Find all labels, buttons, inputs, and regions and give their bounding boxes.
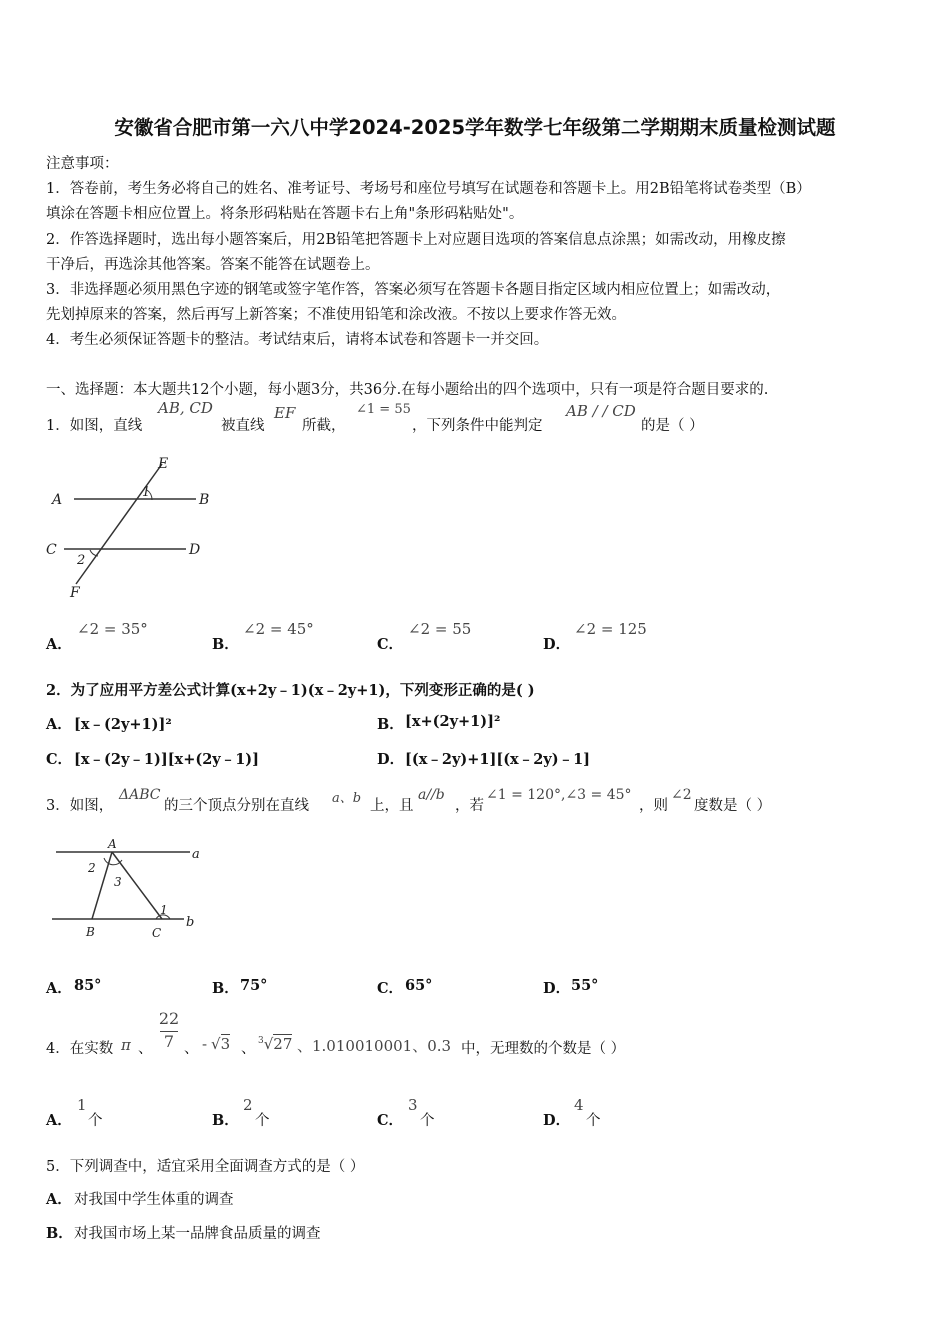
q1-figure <box>44 452 219 602</box>
q3-text: 3．如图， <box>46 798 114 814</box>
q3-text: ，则 <box>639 798 668 814</box>
label-b: B <box>199 492 210 508</box>
sqrt-sign: √ <box>211 1035 221 1053</box>
q5-option-value: 对我国中学生体重的调查 <box>74 1192 234 1208</box>
q5-option-value: 对我国市场上某一品牌食品质量的调查 <box>74 1226 321 1242</box>
q5-stem: 5．下列调查中，适宜采用全面调查方式的是（ ） <box>46 1159 365 1175</box>
q4-fraction-num: 22 <box>158 1009 180 1028</box>
q1-text: 所截， <box>302 418 346 434</box>
q4-other-numbers: 、1.010010001、0.3 <box>297 1037 452 1055</box>
q3-math-angle2: ∠2 <box>671 787 692 803</box>
q5-option-label: B． <box>46 1225 73 1242</box>
notes-line: 2．作答选择题时，选出每小题答案后，用2B铅笔把答题卡上对应题目选项的答案信息点涂黑；如需改动，用橡皮擦 <box>46 232 786 248</box>
sqrt-sign: √ <box>263 1035 274 1053</box>
section-heading: 一、选择题：本大题共12个小题，每小题3分，共36分.在每小题给出的四个选项中，只有一项是符合题目要求的. <box>46 382 769 398</box>
q4-neg: - <box>202 1035 208 1053</box>
q4-option-value: 4 <box>574 1096 584 1114</box>
q3-math-angles: ∠1 = 120°,∠3 = 45° <box>486 787 632 803</box>
q4-option-unit: 个 <box>420 1113 435 1129</box>
q1-option-value: ∠2 = 55 <box>408 620 472 638</box>
q2-option-value: [x+(2y+1)]² <box>405 713 501 730</box>
q3-option-value: 55° <box>571 977 599 994</box>
q2-option-label: B． <box>377 716 404 733</box>
q4-fraction <box>156 1010 182 1052</box>
label-angle-2: 2 <box>77 553 86 568</box>
q2-stem: 2．为了应用平方差公式计算(x+2y﹣1)(x﹣2y+1)，下列变形正确的是( ) <box>46 682 535 699</box>
q1-option-value: ∠2 = 45° <box>243 620 314 638</box>
q4-cbrt-index: 3 <box>258 1036 264 1046</box>
q2-option-value: [x﹣(2y﹣1)][x+(2y﹣1)] <box>74 751 260 768</box>
q3-option-label: C． <box>377 980 404 997</box>
q3-math-lines: a、b <box>332 791 362 806</box>
q1-math-ab-parallel-cd: AB / / CD <box>566 402 636 420</box>
q3-math-parallel: a//b <box>418 787 445 803</box>
q4-sqrt3-radicand: 3 <box>220 1035 231 1053</box>
q3-math-triangle: ΔABC <box>119 787 161 803</box>
q4-option-label: C． <box>377 1112 404 1129</box>
q3-figure <box>44 834 204 944</box>
label-angle-2: 2 <box>88 861 96 875</box>
q2-option-label: D． <box>377 751 405 768</box>
q4-option-value: 3 <box>408 1096 418 1114</box>
notes-line: 3．非选择题必须用黑色字迹的钢笔或签字笔作答，答案必须写在答题卡各题目指定区域内相应位置上；如需改动， <box>46 282 781 298</box>
q1-option-label: D． <box>543 636 571 653</box>
label-f: F <box>70 585 80 601</box>
q4-fraction-den: 7 <box>163 1032 175 1051</box>
q3-option-value: 85° <box>74 977 102 994</box>
notes-line: 先划掉原来的答案，然后再写上新答案；不准使用铅笔和涂改液。不按以上要求作答无效。 <box>46 307 626 323</box>
q4-text: 中，无理数的个数是（ ） <box>461 1041 626 1057</box>
q4-cbrt-radicand: 27 <box>273 1035 293 1053</box>
label-d: D <box>189 542 201 558</box>
label-c-vertex: C <box>152 926 162 940</box>
q3-option-value: 75° <box>240 977 268 994</box>
notes-heading: 注意事项： <box>46 156 119 172</box>
q1-option-label: C． <box>377 636 404 653</box>
q5-option-label: A． <box>46 1191 72 1208</box>
q1-text: 的是（ ） <box>641 418 704 434</box>
q3-option-value: 65° <box>405 977 433 994</box>
label-line-b: b <box>186 915 195 930</box>
label-angle-1: 1 <box>142 485 151 500</box>
q3-text: 上，且 <box>370 798 414 814</box>
q4-option-value: 2 <box>243 1096 253 1114</box>
q1-text: 被直线 <box>221 418 265 434</box>
label-a-vertex: A <box>108 837 117 851</box>
q2-option-label: A． <box>46 716 72 733</box>
q3-text: 的三个顶点分别在直线 <box>164 798 309 814</box>
label-e: E <box>158 456 169 472</box>
q4-option-value: 1 <box>77 1096 87 1114</box>
q4-math-pi: π <box>121 1036 131 1054</box>
q3-option-label: D． <box>543 980 571 997</box>
q1-math-ab-cd: AB, CD <box>158 399 213 417</box>
q3-option-label: A． <box>46 980 72 997</box>
q1-option-value: ∠2 = 35° <box>77 620 148 638</box>
q1-option-label: A． <box>46 636 72 653</box>
q4-option-label: D． <box>543 1112 571 1129</box>
q4-sep: 、 <box>241 1041 256 1057</box>
q1-text: ，下列条件中能判定 <box>412 418 543 434</box>
q2-option-value: [(x﹣2y)+1][(x﹣2y)﹣1] <box>405 751 591 768</box>
notes-line: 干净后，再选涂其他答案。答案不能答在试题卷上。 <box>46 257 380 273</box>
q4-option-label: A． <box>46 1112 72 1129</box>
q4-option-unit: 个 <box>88 1113 103 1129</box>
q3-text: 度数是（ ） <box>694 798 772 814</box>
label-a: A <box>52 492 63 508</box>
q4-option-label: B． <box>212 1112 239 1129</box>
q4-sep: 、 <box>184 1041 199 1057</box>
q2-option-value: [x﹣(2y+1)]² <box>74 716 172 733</box>
q4-option-unit: 个 <box>586 1113 601 1129</box>
q1-text: 1．如图，直线 <box>46 418 143 434</box>
q3-text: ，若 <box>455 798 484 814</box>
label-line-a: a <box>192 847 200 862</box>
q4-sqrt3 <box>211 1035 230 1053</box>
label-b-vertex: B <box>86 925 95 939</box>
q1-math-ef: EF <box>274 404 296 422</box>
q1-math-angle1: ∠1 = 55 <box>356 402 411 417</box>
q4-cbrt27 <box>258 1035 292 1053</box>
notes-line: 填涂在答题卡相应位置上。将条形码粘贴在答题卡右上角"条形码粘贴处"。 <box>46 206 524 222</box>
q4-option-unit: 个 <box>255 1113 270 1129</box>
line-ef <box>76 464 162 584</box>
q1-option-label: B． <box>212 636 239 653</box>
label-angle-1: 1 <box>160 903 168 917</box>
label-c: C <box>46 542 57 558</box>
q3-option-label: B． <box>212 980 239 997</box>
q4-text: 4．在实数 <box>46 1041 114 1057</box>
notes-line: 1．答卷前，考生务必将自己的姓名、准考证号、考场号和座位号填写在试题卷和答题卡上。用2B铅笔将试卷类型（B） <box>46 181 811 197</box>
notes-line: 4．考生必须保证答题卡的整洁。考试结束后，请将本试卷和答题卡一并交回。 <box>46 332 549 348</box>
q1-option-value: ∠2 = 125 <box>574 620 647 638</box>
page-title: 安徽省合肥市第一六八中学2024-2025学年数学七年级第二学期期末质量检测试题 <box>114 116 836 139</box>
q4-sep: 、 <box>138 1041 153 1057</box>
q2-option-label: C． <box>46 751 73 768</box>
label-angle-3: 3 <box>114 875 122 889</box>
